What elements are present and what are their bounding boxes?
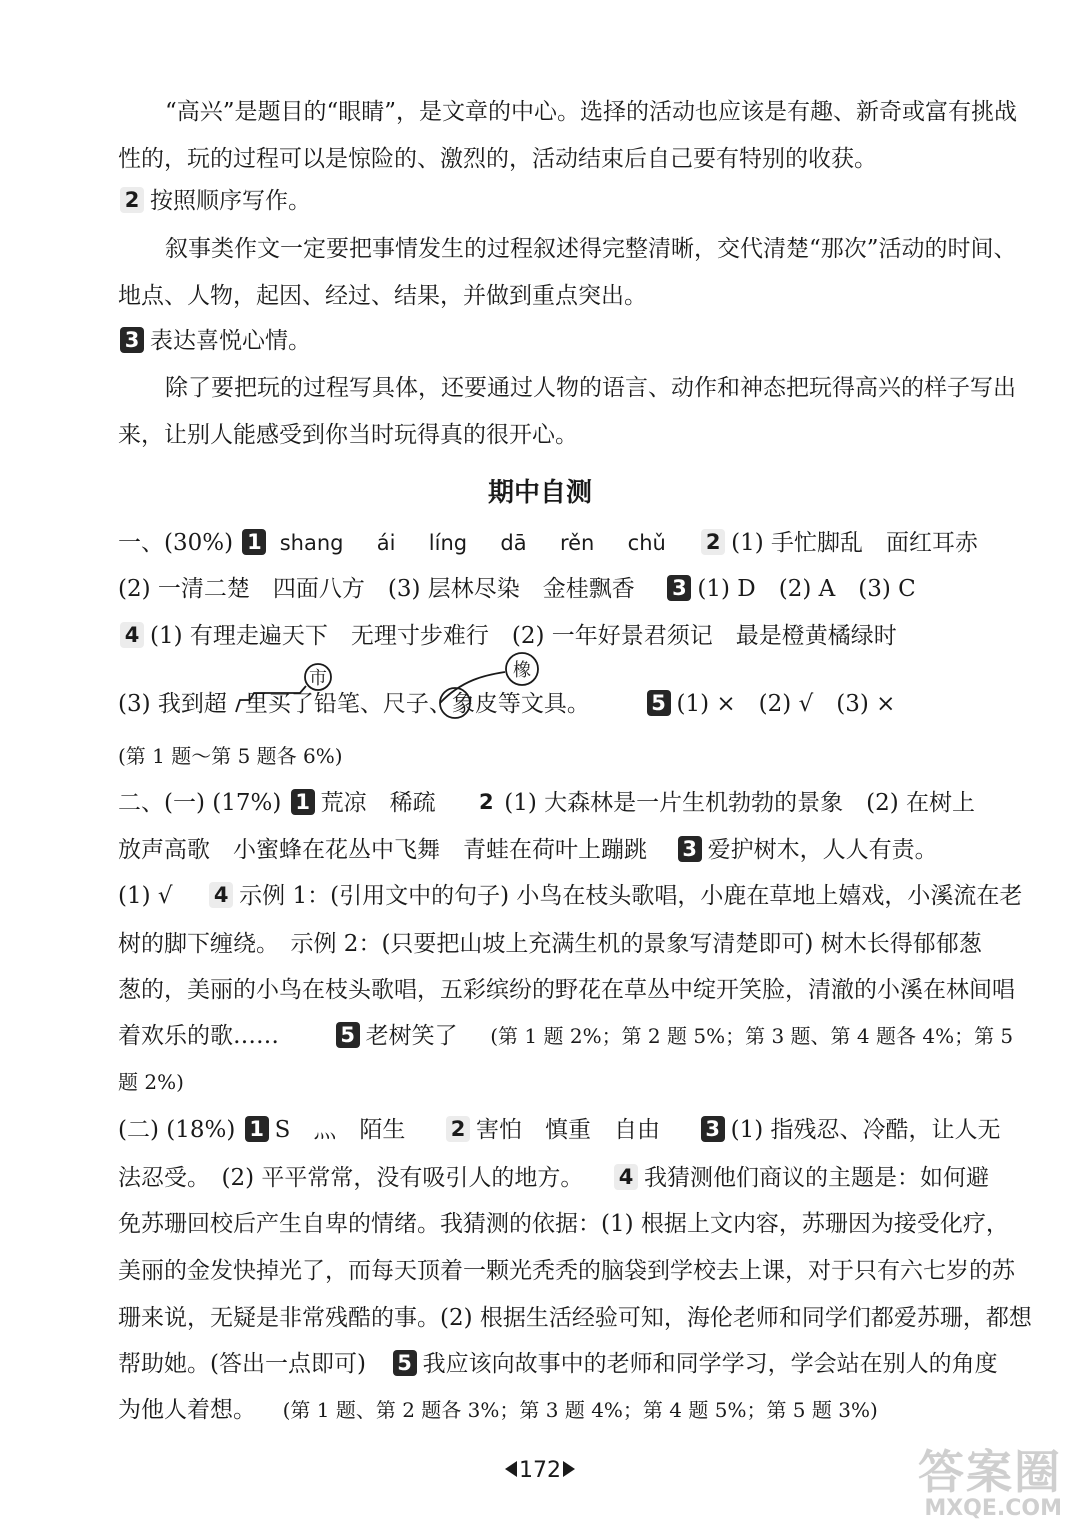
text: 爱护树木，人人有责。 xyxy=(707,837,938,863)
number-badge: 4 xyxy=(614,1164,638,1190)
watermark-text: 答案圈 xyxy=(918,1445,1062,1499)
part-label: 二、(一) (17%) xyxy=(118,790,282,816)
right-triangle-icon xyxy=(563,1461,575,1477)
pinyin: chǔ xyxy=(627,531,666,555)
number-badge: 4 xyxy=(120,622,144,648)
watermark-logo xyxy=(892,1445,1062,1528)
text: 珊来说，无疑是非常残酷的事。(2) 根据生活经验可知，海伦老师和同学们都爱苏珊，都想 xyxy=(118,1305,1032,1331)
text: 法忍受。 (2) 平平常常，没有吸引人的地方。 xyxy=(118,1165,584,1191)
score-note: (第 1 题 2%；第 2 题 5%；第 3 题、第 4 题各 4%；第 5 xyxy=(490,1024,1014,1048)
text: 荒凉 稀疏 xyxy=(320,790,436,816)
text: 除了要把玩的过程写具体，还要通过人物的语言、动作和神态把玩得高兴的样子写出 xyxy=(165,375,1016,401)
text-line xyxy=(118,1255,1015,1287)
part-label: (二) (18%) xyxy=(118,1117,236,1143)
text: 着欢乐的歌…… xyxy=(118,1023,279,1049)
text: 树的脚下缠绕。 示例 2：(只要把山坡上充满生机的景象写清楚即可) 树木长得郁郁葱 xyxy=(118,931,982,957)
text: 葱的，美丽的小鸟在枝头歌唱，五彩缤纷的野花在草丛中绽开笑脸，清澈的小溪在林间唱 xyxy=(118,977,1015,1003)
page-number-text: 172 xyxy=(519,1458,561,1483)
text: 地点、人物，起因、经过、结果，并做到重点突出。 xyxy=(118,283,647,309)
text: (1) D (2) A (3) C xyxy=(697,576,916,602)
number-badge: 1 xyxy=(242,529,266,555)
text: 害怕 慎重 自由 xyxy=(476,1117,661,1143)
text: (1) 指残忍、冷酷，让人无 xyxy=(730,1117,1001,1143)
answer-line xyxy=(118,1162,990,1194)
text: S 灬 陌生 xyxy=(274,1117,406,1143)
answer-line xyxy=(118,1394,984,1426)
text: 题 2%) xyxy=(118,1070,184,1094)
text: 放声高歌 小蜜蜂在花丛中飞舞 青蛙在荷叶上蹦跳 xyxy=(118,837,647,863)
text: 为他人着想。 xyxy=(118,1397,256,1423)
number-badge: 2 xyxy=(701,529,725,555)
score-note xyxy=(118,740,984,772)
number-badge: 5 xyxy=(336,1022,360,1048)
number-badge: 2 xyxy=(120,187,144,213)
text: (1) × (2) √ (3) × xyxy=(676,691,896,717)
text: (2) 一清二楚 四面八方 (3) 层林尽染 金桂飘香 xyxy=(118,576,635,602)
left-triangle-icon xyxy=(505,1461,517,1477)
text: 美丽的金发快掉光了，而每天顶着一颗光秃秃的脑袋到学校去上课，对于只有六七岁的苏 xyxy=(118,1258,1015,1284)
correction-char: 市 xyxy=(309,668,327,688)
number-badge: 4 xyxy=(209,882,233,908)
pinyin: shang xyxy=(279,531,344,555)
part-label: 一、(30%) xyxy=(118,530,234,556)
answer-line xyxy=(118,880,1023,912)
text-line xyxy=(118,1208,1009,1240)
pinyin: dā xyxy=(500,531,527,555)
text: 来，让别人能感受到你当时玩得真的很开心。 xyxy=(118,422,578,448)
text-line xyxy=(118,1302,1032,1334)
text: 我猜测他们商议的主题是：如何避 xyxy=(644,1165,990,1191)
number-badge: 2 xyxy=(478,790,494,814)
text: 性的，玩的过程可以是惊险的、激烈的，活动结束后自己要有特别的收获。 xyxy=(118,146,877,172)
text: 按照顺序写作。 xyxy=(150,188,311,214)
score-note: (第 1 题、第 2 题各 3%；第 3 题 4%；第 4 题 5%；第 5 题 3%) xyxy=(282,1398,878,1422)
text: 帮助她。(答出一点即可) xyxy=(118,1351,366,1377)
number-badge: 3 xyxy=(667,575,691,601)
number-badge: 5 xyxy=(647,690,671,716)
text-line xyxy=(118,974,1015,1006)
number-badge: 3 xyxy=(701,1116,725,1142)
pinyin: ái xyxy=(376,531,396,555)
text: 里买了铅笔、尺子、 xyxy=(244,691,452,717)
answer-line xyxy=(118,1114,1001,1146)
text: “高兴”是题目的“眼睛”，是文章的中心。选择的活动也应该是有趣、新奇或富有挑战 xyxy=(165,99,1018,125)
text: (第 1 题～第 5 题各 6%) xyxy=(118,744,343,768)
text: 我应该向故事中的老师和同学学习，学会站在别人的角度 xyxy=(422,1351,998,1377)
answer-line xyxy=(118,1348,998,1380)
number-badge: 1 xyxy=(291,789,315,815)
text: (3) 我到超 xyxy=(118,691,227,717)
number-badge: 2 xyxy=(446,1116,470,1142)
text: (1) 手忙脚乱 面红耳赤 xyxy=(731,530,979,556)
correction-char: 橡 xyxy=(513,660,531,680)
text: (1) √ xyxy=(118,883,173,909)
text: 示例 1：(引用文中的句子) 小鸟在枝头歌唱，小鹿在草地上嬉戏，小溪流在老 xyxy=(239,883,1023,909)
text: (1) 大森林是一片生机勃勃的景象 (2) 在树上 xyxy=(504,790,976,816)
text: 象 xyxy=(451,691,475,717)
text: 皮等文具。 xyxy=(474,691,590,717)
answer-line xyxy=(118,688,984,720)
pinyin: líng xyxy=(428,531,468,555)
text-line xyxy=(118,928,984,960)
pinyin: rěn xyxy=(559,531,595,555)
number-badge: 3 xyxy=(678,836,702,862)
text: 老树笑了 xyxy=(365,1023,458,1049)
number-badge: 5 xyxy=(393,1350,417,1376)
answer-line xyxy=(118,834,984,866)
text: 叙事类作文一定要把事情发生的过程叙述得完整清晰，交代清楚“那次”活动的时间、 xyxy=(165,236,1017,262)
text: (1) 有理走遍天下 无理寸步难行 (2) 一年好景君须记 最是橙黄橘绿时 xyxy=(150,623,897,649)
score-note xyxy=(118,1066,984,1098)
section-title: 期中自测 xyxy=(487,478,592,508)
number-badge: 3 xyxy=(120,327,144,353)
watermark-url: MXQE.COM xyxy=(924,1496,1062,1521)
text: 表达喜悦心情。 xyxy=(150,328,311,354)
text: 免苏珊回校后产生自卑的情绪。我猜测的依据：(1) 根据上文内容，苏珊因为接受化疗， xyxy=(118,1211,1009,1237)
answer-line xyxy=(118,1020,1014,1052)
answer-line xyxy=(118,787,984,819)
number-badge: 1 xyxy=(245,1116,269,1142)
